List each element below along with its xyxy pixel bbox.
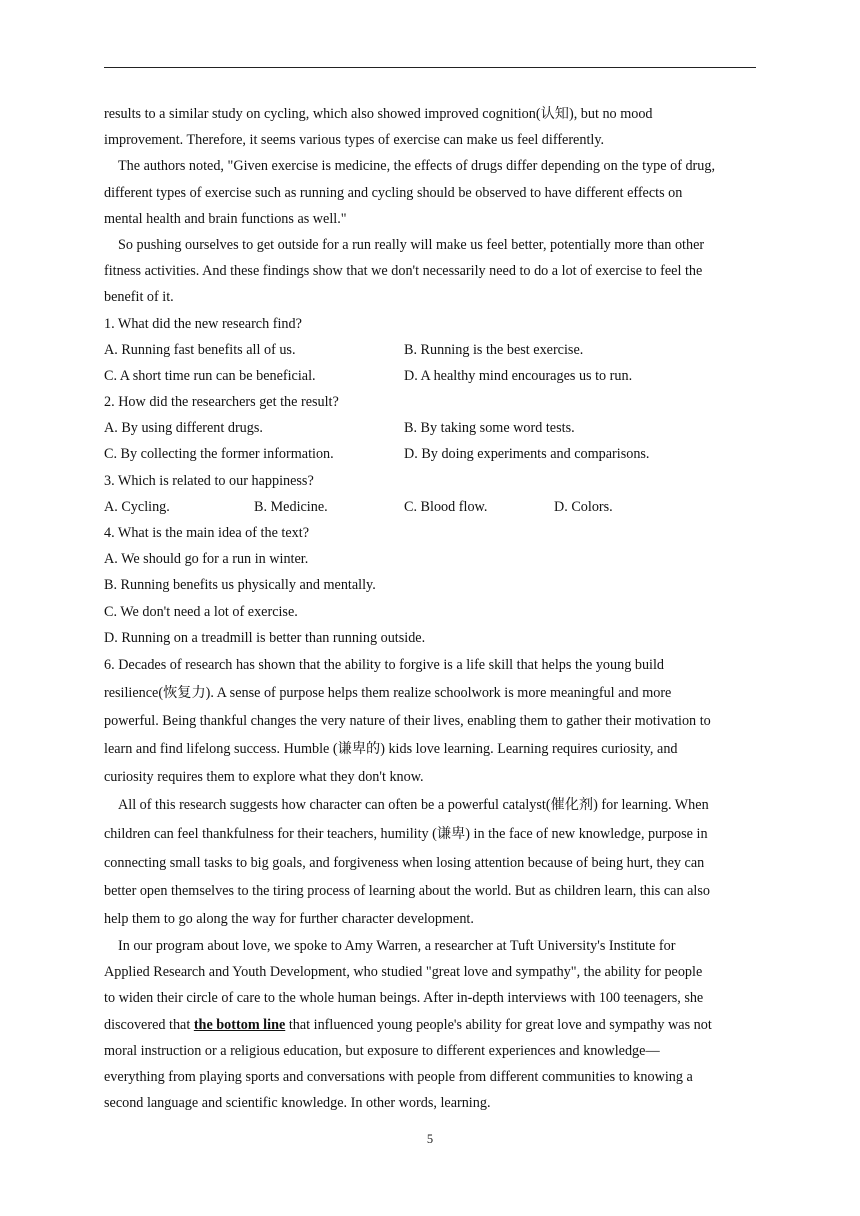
passage-6-line: 6. Decades of research has shown that the ability to forgive is a life skill that helps the young build	[104, 656, 665, 673]
passage-6-line: moral instruction or a religious education, but exposure to different experiences and knowledge—	[104, 1042, 660, 1059]
question-4-option-d: D. Running on a treadmill is better than running outside.	[104, 629, 426, 646]
question-3-option-b: B. Medicine.	[254, 498, 328, 515]
text-line: mental health and brain functions as well."	[104, 210, 347, 227]
passage-6-line: everything from playing sports and conversations with people from different communities to knowing a	[104, 1068, 693, 1085]
question-1-stem: 1. What did the new research find?	[104, 315, 302, 332]
page-number: 5	[426, 1132, 434, 1146]
passage-6-line: powerful. Being thankful changes the very nature of their lives, enabling them to gather their motivation to	[104, 712, 711, 729]
text-line: The authors noted, "Given exercise is medicine, the effects of drugs differ depending on the type of drug,	[118, 158, 716, 175]
question-4-option-b: B. Running benefits us physically and mentally.	[104, 577, 376, 594]
passage-6-line: children can feel thankfulness for their teachers, humility (谦卑) in the face of new knowledge, purpose in	[104, 825, 708, 842]
passage-6-line: Applied Research and Youth Development, who studied "great love and sympathy", the ability for people	[104, 964, 703, 981]
header-rule	[104, 67, 756, 68]
text-line: different types of exercise such as running and cycling should be observed to have different effects on	[104, 184, 683, 201]
question-1-option-a: A. Running fast benefits all of us.	[104, 341, 296, 358]
passage-6-line: help them to go along the way for further character development.	[104, 910, 474, 927]
question-2-stem: 2. How did the researchers get the result?	[104, 394, 339, 411]
question-1-options-row-1	[104, 337, 760, 363]
passage-6-line: second language and scientific knowledge. In other words, learning.	[104, 1095, 491, 1112]
text-line: fitness activities. And these findings show that we don't necessarily need to do a lot of exercise to feel the	[104, 263, 703, 280]
passage-6-line: curiosity requires them to explore what they don't know.	[104, 768, 424, 785]
text-line: improvement. Therefore, it seems various types of exercise can make us feel differently.	[104, 132, 605, 149]
question-1-option-d: D. A healthy mind encourages us to run.	[404, 367, 633, 384]
question-1-option-b: B. Running is the best exercise.	[404, 341, 584, 358]
question-2-option-b: B. By taking some word tests.	[404, 420, 575, 437]
question-3-option-a: A. Cycling.	[104, 498, 170, 515]
question-2-option-a: A. By using different drugs.	[104, 420, 263, 437]
text-span: discovered that	[104, 1016, 194, 1033]
passage-6-line: to widen their circle of care to the whole human beings. After in-depth interviews with 100 teenagers, she	[104, 990, 704, 1007]
passage-6-line: resilience(恢复力). A sense of purpose helps them realize schoolwork is more meaningful and more	[104, 684, 672, 701]
question-3-option-c: C. Blood flow.	[404, 498, 488, 515]
passage-6-line: better open themselves to the tiring process of learning about the world. But as children learn, this can also	[104, 882, 710, 899]
question-4-option-a: A. We should go for a run in winter.	[104, 551, 309, 568]
question-4-stem: 4. What is the main idea of the text?	[104, 525, 309, 541]
text-span: that influenced young people's ability for great love and sympathy was not	[285, 1016, 712, 1033]
page-content	[104, 101, 760, 1116]
question-1-option-c: C. A short time run can be beneficial.	[104, 367, 316, 384]
text-line: results to a similar study on cycling, which also showed improved cognition(认知), but no mood	[104, 106, 653, 122]
passage-6-line: connecting small tasks to big goals, and forgiveness when losing attention because of being hurt, they can	[104, 854, 705, 871]
question-1-options-row-2	[104, 363, 760, 389]
question-3-option-d: D. Colors.	[554, 498, 613, 515]
question-2-option-c: C. By collecting the former information.	[104, 446, 334, 463]
question-2-options-row-2	[104, 441, 760, 467]
text-line: So pushing ourselves to get outside for a run really will make us feel better, potentially more than other	[118, 236, 705, 253]
question-3-options-row	[104, 494, 760, 520]
passage-6-line: All of this research suggests how character can often be a powerful catalyst(催化剂) for learning. When	[118, 796, 709, 813]
question-4-option-c: C. We don't need a lot of exercise.	[104, 603, 298, 620]
question-2-option-d: D. By doing experiments and comparisons.	[404, 446, 650, 463]
passage-6-line-bottom-line	[104, 1012, 760, 1038]
emphasized-phrase: the bottom line	[193, 1016, 286, 1033]
passage-6-line: learn and find lifelong success. Humble (谦卑的) kids love learning. Learning requires curiosity, and	[104, 740, 678, 757]
question-3-stem: 3. Which is related to our happiness?	[104, 472, 314, 489]
passage-6-line: In our program about love, we spoke to Amy Warren, a researcher at Tuft University's Institute for	[118, 937, 676, 954]
question-2-options-row-1	[104, 415, 760, 441]
text-line: benefit of it.	[104, 289, 174, 306]
